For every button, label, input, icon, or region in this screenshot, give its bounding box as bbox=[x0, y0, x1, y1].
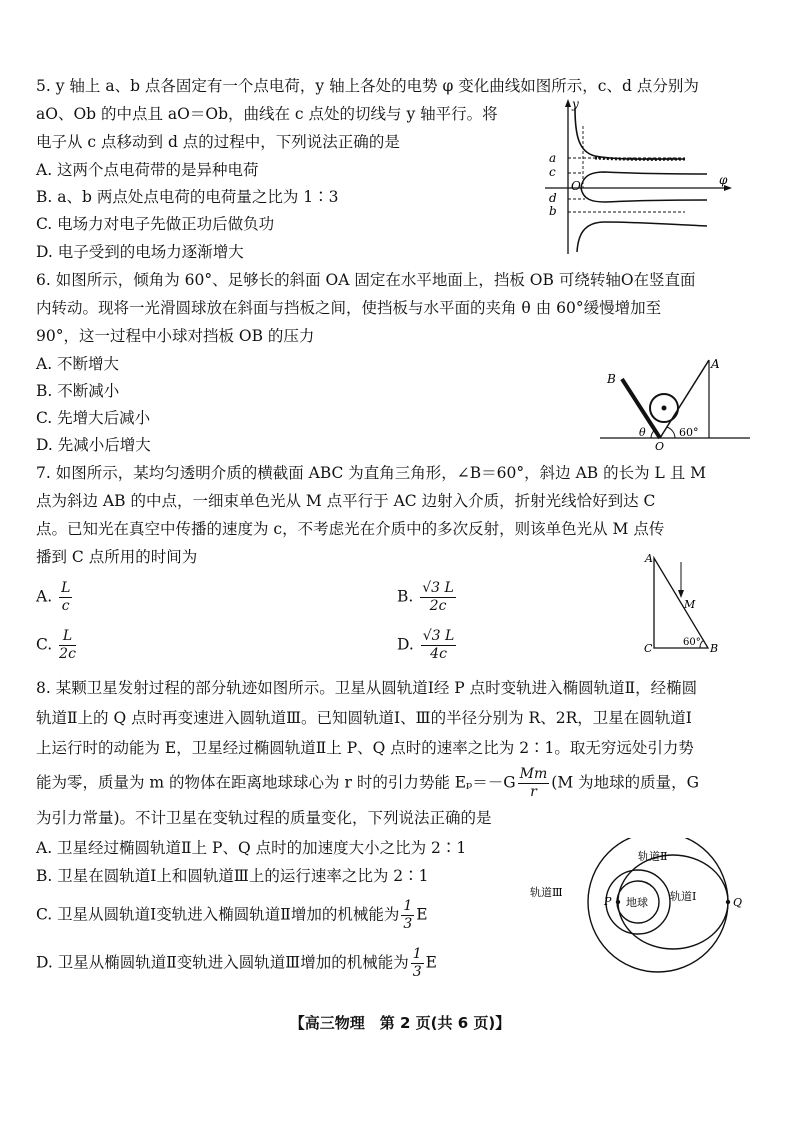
q7-option-c-letter: C. bbox=[36, 635, 53, 654]
q6-theta-label: θ bbox=[639, 426, 646, 439]
q6-option-a: A. 不断增大 bbox=[36, 355, 120, 373]
q8-line-4-frac-den: r bbox=[530, 784, 537, 800]
q8-orbit2-label: 轨道Ⅱ bbox=[638, 850, 668, 863]
q7-a-label: A bbox=[645, 552, 653, 565]
q8-line-4-post: (M 为地球的质量，G bbox=[551, 773, 699, 792]
q7-m-label: M bbox=[684, 598, 696, 611]
q5-option-b: B. a、b 两点处点电荷的电荷量之比为 1∶3 bbox=[36, 188, 339, 206]
q7-c-label: C bbox=[644, 642, 653, 655]
q6-line-3: 90°，这一过程中小球对挡板 OB 的压力 bbox=[36, 327, 315, 345]
q8-line-3: 上运行时的动能为 E，卫星经过椭圆轨道Ⅱ上 P、Q 点时的速率之比为 2∶1。取无穷远处引力势 bbox=[36, 739, 694, 757]
q8-option-d-e: E bbox=[425, 953, 437, 972]
q6-option-d: D. 先减小后增大 bbox=[36, 436, 151, 454]
q5-potential-figure bbox=[535, 96, 735, 256]
q8-line-2: 轨道Ⅱ上的 Q 点时再变速进入圆轨道Ⅲ。已知圆轨道Ⅰ、Ⅲ的半径分别为 R、2R，卫星在圆轨道Ⅰ bbox=[36, 709, 692, 727]
q8-option-c-den: 3 bbox=[403, 916, 413, 932]
q5-line-1: 5. y 轴上 a、b 点各固定有一个点电荷，y 轴上各处的电势 φ 变化曲线如图所示，c、d 点分别为 bbox=[36, 77, 699, 95]
q5-o-label: O bbox=[571, 179, 581, 193]
q5-line-3: 电子从 c 点移动到 d 点的过程中，下列说法正确的是 bbox=[36, 133, 400, 151]
page-footer: 【高三物理 第 2 页(共 6 页)】 bbox=[289, 1014, 511, 1032]
q8-option-d-den: 3 bbox=[412, 964, 422, 980]
q7-line-1: 7. 如图所示，某均匀透明介质的横截面 ABC 为直角三角形，∠B＝60°，斜边 AB 的长为 L 且 M bbox=[36, 464, 707, 482]
q6-line-2: 内转动。现将一光滑圆球放在斜面与挡板之间，使挡板与水平面的夹角 θ 由 60°缓慢增加至 bbox=[36, 299, 662, 317]
q6-angle-label: 60° bbox=[679, 426, 699, 439]
q7-line-3: 点。已知光在真空中传播的速度为 c，不考虑光在介质中的多次反射，则该单色光从 M 点传 bbox=[36, 520, 665, 538]
q7-triangle-figure bbox=[640, 548, 730, 658]
q6-option-b: B. 不断减小 bbox=[36, 382, 120, 400]
q8-option-d-text: D. 卫星从椭圆轨道Ⅱ变轨进入圆轨道Ⅲ增加的机械能为 bbox=[36, 953, 409, 972]
q8-p-label: P bbox=[604, 895, 612, 908]
q8-orbit3-label: 轨道Ⅲ bbox=[530, 886, 563, 899]
q8-line-4-frac-num: Mm bbox=[519, 766, 548, 782]
q8-option-c bbox=[36, 898, 428, 933]
q7-option-b-num: √3 L bbox=[422, 580, 454, 596]
q7-b-label: B bbox=[710, 642, 719, 655]
q7-option-a-num: L bbox=[61, 580, 71, 596]
q7-line-4: 播到 C 点所用的时间为 bbox=[36, 548, 198, 566]
q5-d-label: d bbox=[549, 191, 557, 205]
q5-a-label: a bbox=[549, 151, 557, 165]
q7-option-d bbox=[397, 628, 458, 663]
q6-option-c: C. 先增大后减小 bbox=[36, 409, 151, 427]
q5-option-c: C. 电场力对电子先做正功后做负功 bbox=[36, 215, 275, 233]
q7-option-c-num: L bbox=[59, 628, 76, 646]
q5-phi-label: φ bbox=[719, 173, 728, 187]
q8-option-d bbox=[36, 946, 437, 981]
q6-o-label: O bbox=[655, 440, 665, 452]
q8-line-4 bbox=[36, 766, 699, 801]
q5-option-d: D. 电子受到的电场力逐渐增大 bbox=[36, 243, 244, 261]
q8-option-a: A. 卫星经过椭圆轨道Ⅱ上 P、Q 点时的加速度大小之比为 2∶1 bbox=[36, 839, 467, 857]
q5-c-label: c bbox=[549, 165, 556, 179]
q7-line-2: 点为斜边 AB 的中点，一细束单色光从 M 点平行于 AC 边射入介质，折射光线恰好到达 C bbox=[36, 492, 656, 510]
q7-option-a bbox=[36, 580, 74, 615]
q8-option-d-num: 1 bbox=[412, 946, 422, 962]
q8-earth-label: 地球 bbox=[626, 896, 648, 909]
q7-option-a-den: c bbox=[61, 598, 70, 614]
q7-option-c-den: 2c bbox=[59, 646, 76, 662]
q8-option-c-text: C. 卫星从圆轨道Ⅰ变轨进入椭圆轨道Ⅱ增加的机械能为 bbox=[36, 905, 400, 924]
q8-option-b: B. 卫星在圆轨道Ⅰ上和圆轨道Ⅲ上的运行速率之比为 2∶1 bbox=[36, 867, 429, 885]
q7-option-d-num: √3 L bbox=[422, 628, 455, 644]
q5-option-a: A. 这两个点电荷带的是异种电荷 bbox=[36, 161, 259, 179]
q5-b-label: b bbox=[549, 204, 557, 218]
q8-q-label: Q bbox=[733, 896, 743, 909]
q8-line-1: 8. 某颗卫星发射过程的部分轨迹如图所示。卫星从圆轨道Ⅰ经 P 点时变轨进入椭圆轨道Ⅱ，经椭圆 bbox=[36, 679, 698, 697]
q6-b-label: B bbox=[607, 372, 616, 386]
q7-angle-label: 60° bbox=[683, 637, 701, 648]
q7-option-b bbox=[397, 580, 458, 615]
q7-option-b-letter: B. bbox=[397, 587, 414, 606]
q6-line-1: 6. 如图所示，倾角为 60°、足够长的斜面 OA 固定在水平地面上，挡板 OB 可绕转轴O在竖直面 bbox=[36, 271, 696, 289]
q5-y-label: y bbox=[572, 97, 579, 111]
q8-line-5: 为引力常量)。不计卫星在变轨过程的质量变化，下列说法正确的是 bbox=[36, 809, 492, 827]
q8-line-4-pre: 能为零，质量为 m 的物体在距离地球球心为 r 时的引力势能 Eₚ＝－G bbox=[36, 773, 516, 792]
q7-option-d-letter: D. bbox=[397, 635, 414, 654]
q7-option-d-den: 4c bbox=[430, 646, 447, 662]
q7-option-a-letter: A. bbox=[36, 587, 53, 606]
q6-incline-figure bbox=[595, 352, 755, 452]
q8-option-c-e: E bbox=[416, 905, 428, 924]
q5-line-2: aO、Ob 的中点且 aO＝Ob，曲线在 c 点处的切线与 y 轴平行。将 bbox=[36, 105, 498, 123]
q7-option-c bbox=[36, 628, 78, 663]
q7-option-b-den: 2c bbox=[429, 598, 447, 614]
q6-a-label: A bbox=[711, 357, 720, 371]
q8-orbit-figure bbox=[528, 838, 763, 988]
q8-option-c-num: 1 bbox=[403, 898, 413, 914]
q8-orbit1-label: 轨道Ⅰ bbox=[670, 890, 697, 903]
